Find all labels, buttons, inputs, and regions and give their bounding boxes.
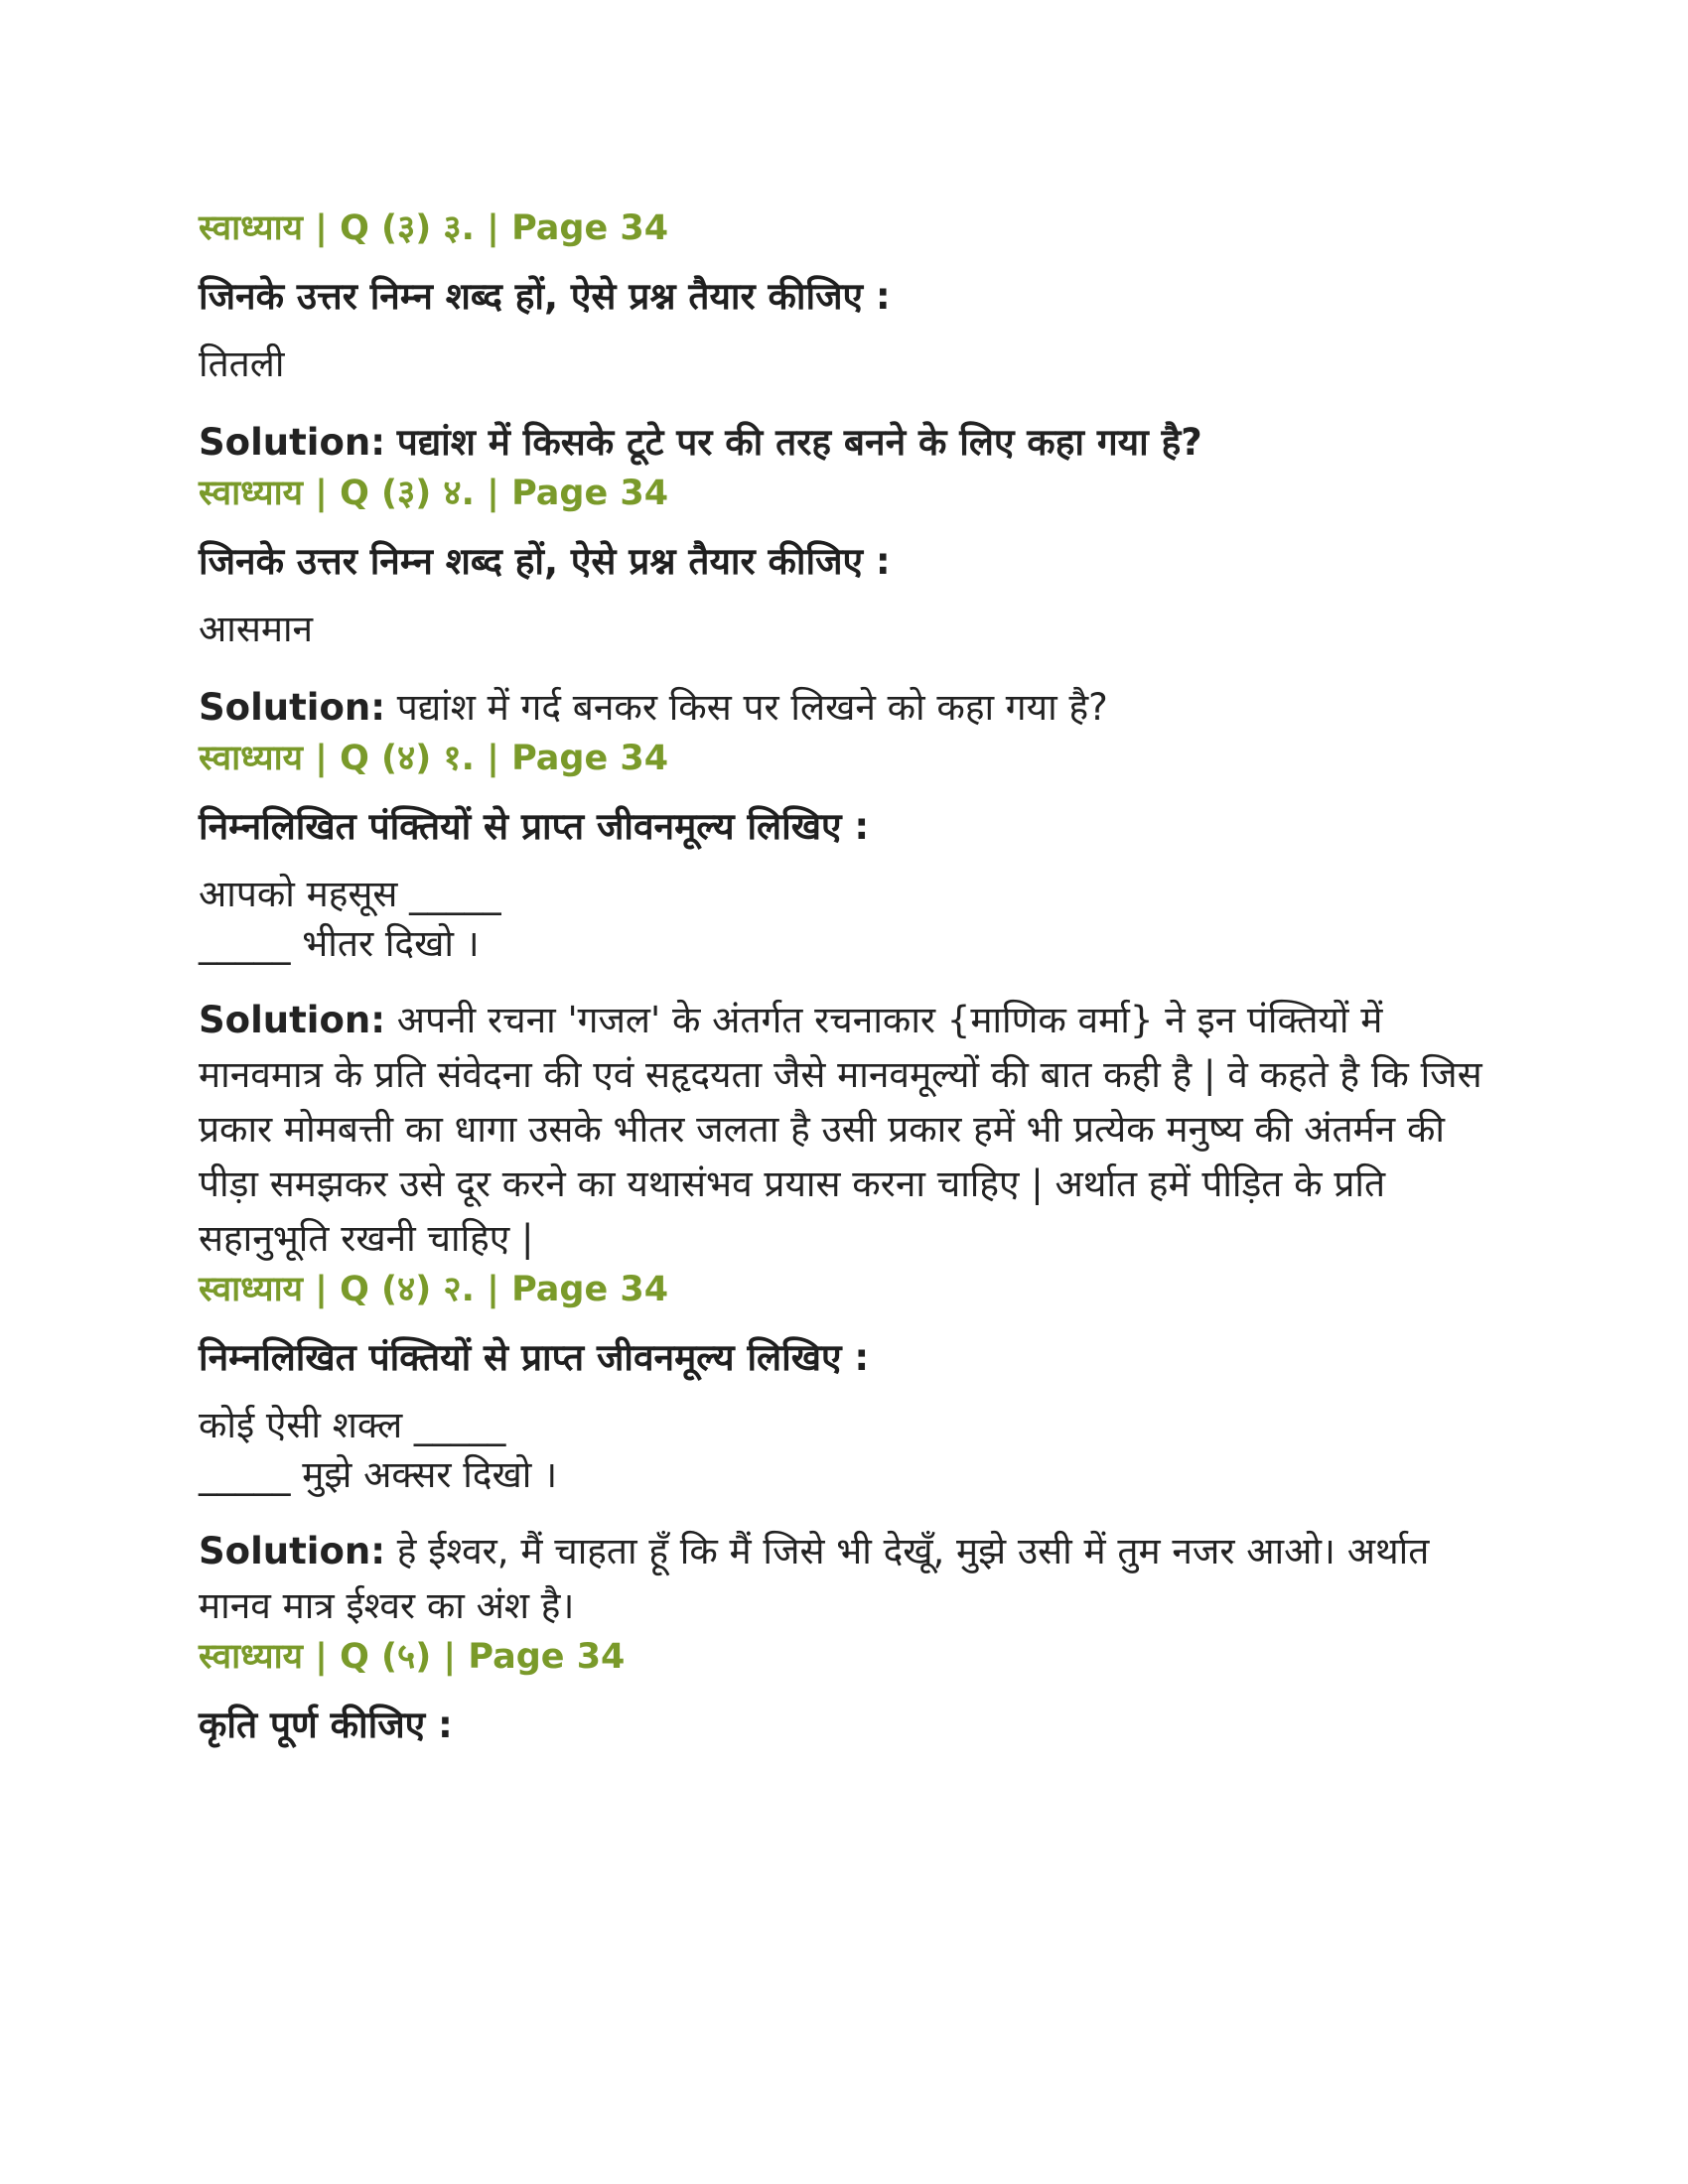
question-instruction: निम्नलिखित पंक्तियों से प्राप्त जीवनमूल्य लिखिए : [199,805,870,848]
content-line: _____ भीतर दिखो । [199,922,480,965]
question-content [199,340,1509,389]
question-block [199,1633,1509,1750]
question-header: स्वाध्याय | Q (४) २. | Page 34 [199,1270,669,1309]
question-header: स्वाध्याय | Q (३) ३. | Page 34 [199,208,669,248]
question-block [199,205,1509,470]
question-content [199,870,1509,969]
document-page [199,205,1509,1750]
solution-label: Solution: [199,999,386,1041]
content-line: आपको महसूस _____ [199,873,501,915]
question-instruction: निम्नलिखित पंक्तियों से प्राप्त जीवनमूल्य लिखिए : [199,1336,870,1379]
solution-text: पद्यांश में गर्द बनकर किस पर लिखने को कहा गया है? [396,686,1108,729]
question-instruction: जिनके उत्तर निम्न शब्द हों, ऐसे प्रश्न तैयार कीजिए : [199,540,891,583]
question-header: स्वाध्याय | Q (५) | Page 34 [199,1637,626,1677]
solution [199,1524,1509,1633]
solution-label: Solution: [199,421,386,464]
question-header: स्वाध्याय | Q (४) १. | Page 34 [199,739,669,778]
question-block [199,735,1509,1266]
solution-text: हे ईश्वर, मैं चाहता हूँ कि मैं जिसे भी देखूँ, मुझे उसी में तुम नजर आओ। अर्थात मानव मात्र ईश्वर का अंश है। [199,1530,1430,1627]
solution [199,680,1509,735]
solution [199,993,1509,1266]
content-line: तितली [199,342,285,385]
question-header: स्वाध्याय | Q (३) ४. | Page 34 [199,474,669,513]
content-line: आसमान [199,608,314,650]
solution-text: अपनी रचना 'गजल' के अंतर्गत रचनाकार {माणिक वर्मा} ने इन पंक्तियों में मानवमात्र के प्रति संवेदना की एवं सहृदयता जैसे मानवमूल्यों की बात कही है | वे कहते है कि जिस प्रकार मोमबत्ती का धागा उसके भीतर जलता है उसी प्रकार हमें भी प्रत्येक मनुष्य की अंतर्मन की पीड़ा समझकर उसे दूर करने का यथासंभव प्रयास करना चाहिए | अर्थात हमें पीड़ित के प्रति सहानुभूति रखनी चाहिए | [199,999,1482,1260]
question-content [199,1401,1509,1500]
question-block [199,470,1509,735]
solution-text: पद्यांश में किसके टूटे पर की तरह बनने के लिए कहा गया है? [396,421,1202,464]
content-line: _____ मुझे अक्सर दिखो । [199,1453,558,1496]
question-instruction: कृति पूर्ण कीजिए : [199,1704,453,1746]
question-block [199,1266,1509,1633]
solution [199,415,1509,470]
content-line: कोई ऐसी शक्ल _____ [199,1404,506,1446]
solution-label: Solution: [199,686,386,729]
question-content [199,605,1509,654]
question-instruction: जिनके उत्तर निम्न शब्द हों, ऐसे प्रश्न तैयार कीजिए : [199,275,891,318]
solution-label: Solution: [199,1530,386,1572]
